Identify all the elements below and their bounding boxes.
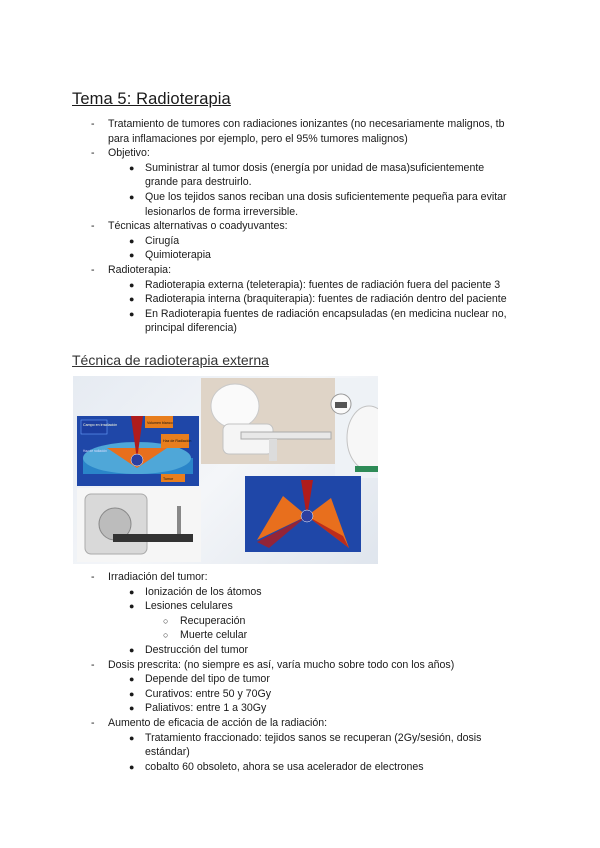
list-item-text: Radioterapia: bbox=[108, 264, 172, 276]
list-item-text: para inflamaciones por ejemplo, pero el 95% tumores malignos) bbox=[108, 132, 408, 145]
list-item-text: Radioterapia interna (braquiterapia): fuentes de radiación dentro del paciente bbox=[145, 293, 507, 306]
bullet-marker: ● bbox=[129, 732, 135, 743]
radiotherapy-collage bbox=[73, 376, 378, 564]
bullet-marker: ● bbox=[129, 688, 135, 699]
bullet-marker: ● bbox=[129, 235, 135, 246]
dash-marker: - bbox=[91, 264, 95, 276]
dash-marker: - bbox=[91, 658, 95, 671]
dash-marker: - bbox=[91, 220, 95, 233]
circle-marker: ○ bbox=[163, 630, 169, 641]
bullet-marker: ● bbox=[129, 250, 135, 261]
list-item-text: Depende del tipo de tumor bbox=[145, 673, 270, 686]
bullet-marker: ● bbox=[129, 586, 135, 597]
list-item-text: Tratamiento fraccionado: tejidos sanos se recuperan (2Gy/sesión, dosis bbox=[145, 731, 482, 744]
list-item-text: En Radioterapia fuentes de radiación encapsuladas (en medicina nuclear no, bbox=[145, 307, 507, 320]
list-item-text: estándar) bbox=[145, 746, 190, 759]
list-item-text: Técnicas alternativas o coadyuvantes: bbox=[108, 220, 288, 233]
list-item-text: Destrucción del tumor bbox=[145, 644, 249, 656]
list-item-text: Radioterapia externa (teleterapia): fuentes de radiación fuera del paciente 3 bbox=[145, 278, 501, 291]
list-item-text: Objetivo: bbox=[108, 147, 150, 160]
dash-marker: - bbox=[91, 118, 95, 130]
bullet-marker: ● bbox=[129, 279, 135, 290]
diagram-label-beam: Haz de Radiación bbox=[163, 439, 192, 443]
diagram-label-tumor: Tumor bbox=[163, 477, 174, 481]
list-item-text: Dosis prescrita: (no siempre es así, varía mucho sobre todo con los años) bbox=[108, 658, 455, 671]
list-item-text: Aumento de eficacia de acción de la radiación: bbox=[108, 717, 328, 729]
diagram-label-field: Campo en irradiación bbox=[83, 423, 118, 427]
bullet-marker: ● bbox=[129, 308, 135, 319]
bullet-marker: ● bbox=[129, 294, 135, 305]
page-title: Tema 5: Radioterapia bbox=[72, 90, 231, 108]
list-item-text: Ionización de los átomos bbox=[145, 585, 262, 598]
bullet-marker: ● bbox=[129, 601, 135, 612]
beam-diagram bbox=[245, 476, 361, 552]
dash-marker: - bbox=[91, 717, 95, 729]
list-item-text: principal diferencia) bbox=[145, 322, 237, 335]
diagram-label-target: Volumen blanco bbox=[147, 421, 173, 425]
list-item-text: Irradiación del tumor: bbox=[108, 571, 208, 583]
section-title-external: Técnica de radioterapia externa bbox=[72, 352, 269, 368]
dash-marker: - bbox=[91, 147, 95, 160]
list-item-text: Muerte celular bbox=[180, 629, 248, 642]
list-item-text: grande para destruirlo. bbox=[145, 176, 252, 189]
list-item-text: cobalto 60 obsoleto, ahora se usa acelerador de electrones bbox=[145, 760, 424, 773]
bullet-marker: ● bbox=[129, 645, 135, 655]
list-item-text: Curativos: entre 50 y 70Gy bbox=[145, 687, 272, 700]
bullet-marker: ● bbox=[129, 162, 135, 173]
cyberknife-photo bbox=[331, 378, 378, 478]
list-item-text: Tratamiento de tumores con radiaciones ionizantes (no necesariamente malignos, tb bbox=[108, 118, 505, 130]
field-diagram bbox=[77, 416, 199, 486]
bullet-marker: ● bbox=[129, 192, 135, 202]
list-item-text: Quimioterapia bbox=[145, 249, 211, 262]
bullet-marker: ● bbox=[129, 703, 135, 714]
list-item-text: Paliativos: entre 1 a 30Gy bbox=[145, 702, 267, 715]
list-item-text: Suministrar al tumor dosis (energía por unidad de masa)suficientemente bbox=[145, 161, 485, 174]
dash-marker: - bbox=[91, 571, 95, 583]
list-item-text: Que los tejidos sanos reciban una dosis suficientemente pequeña para evitar bbox=[145, 191, 507, 203]
tomotherapy-photo bbox=[77, 488, 201, 562]
list-item-text: Cirugía bbox=[145, 234, 180, 247]
bullet-marker: ● bbox=[129, 761, 135, 772]
radiotherapy-figure bbox=[73, 376, 378, 564]
diagram-label-beam-2: Haz de radiación bbox=[83, 449, 107, 453]
list-item-text: Lesiones celulares bbox=[145, 600, 233, 613]
bullet-marker: ● bbox=[129, 674, 135, 685]
circle-marker: ○ bbox=[163, 615, 169, 626]
list-item-text: lesionarlos de forma irreversible. bbox=[145, 205, 299, 218]
list-item-text: Recuperación bbox=[180, 614, 246, 627]
